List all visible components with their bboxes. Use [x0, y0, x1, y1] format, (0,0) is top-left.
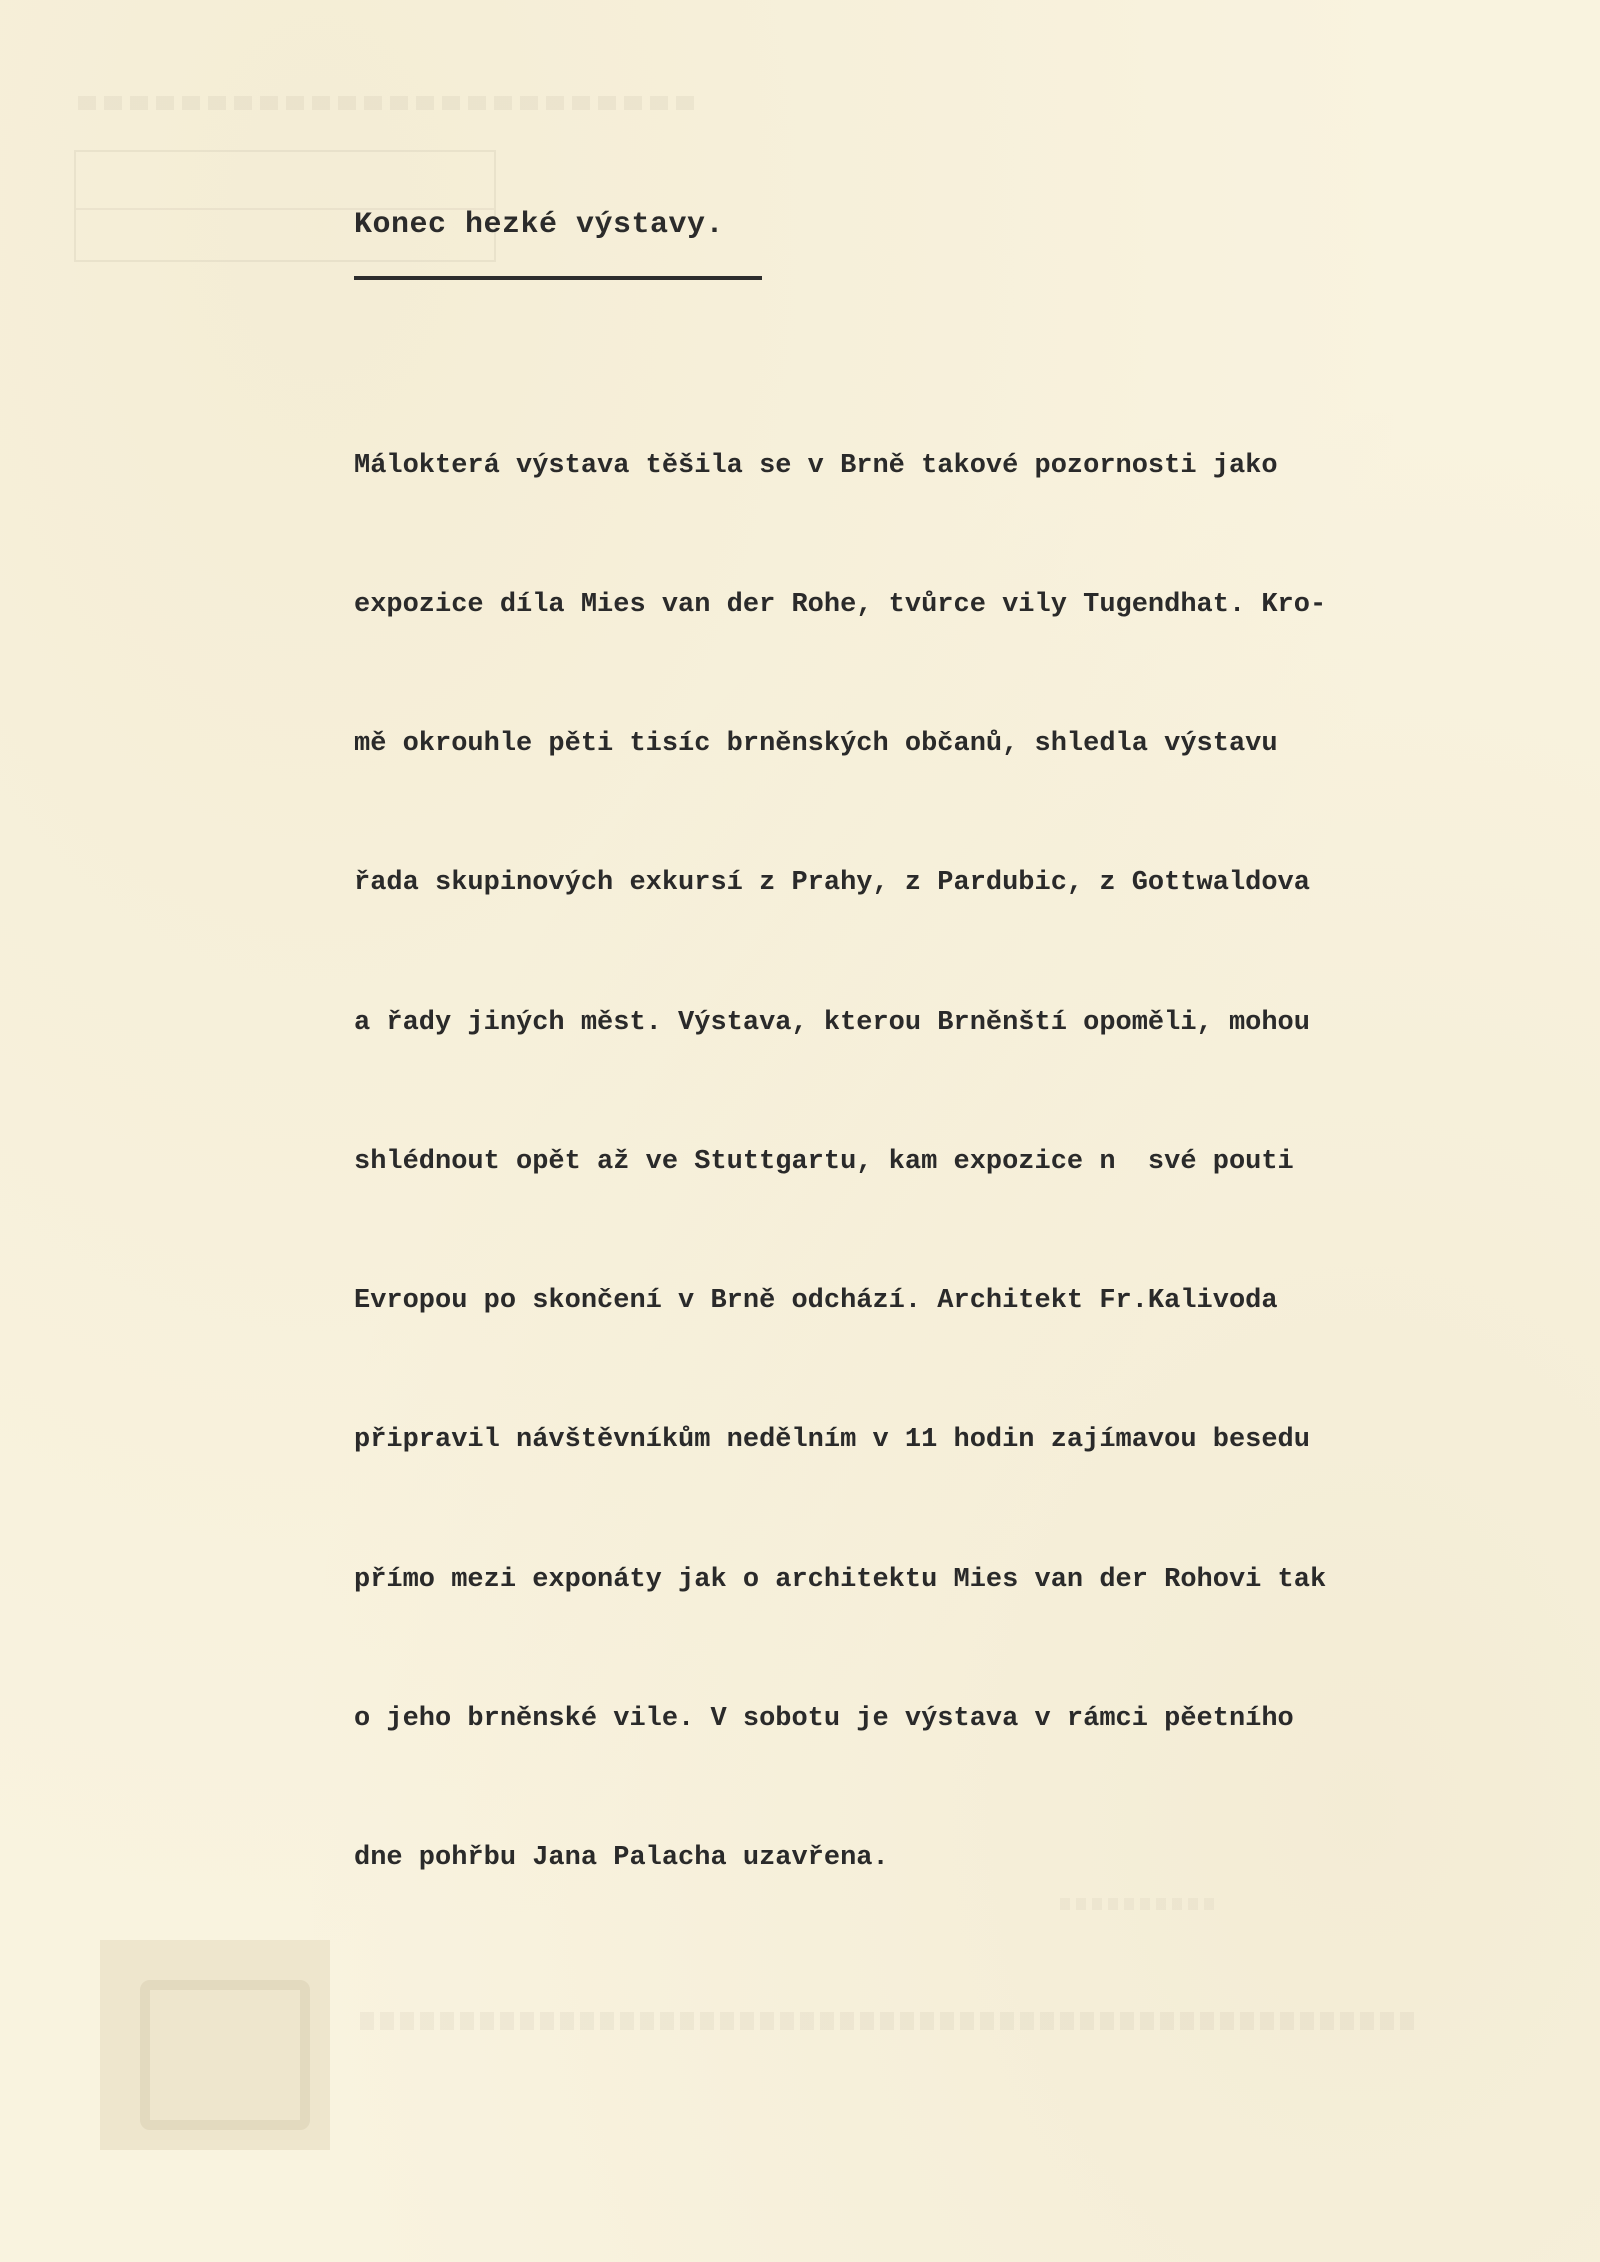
- body-line: mě okrouhle pěti tisíc brněnských občanů, shledla výstavu: [354, 729, 1278, 760]
- body-line: připravil návštěvníkům nedělním v 11 hodin zajímavou besedu: [354, 1425, 1310, 1456]
- body-line: řada skupinových exkursí z Prahy, z Pardubic, z Gottwaldova: [354, 868, 1310, 899]
- bleed-through-logo: [100, 1940, 330, 2150]
- title-underline: [354, 276, 762, 280]
- bleed-through-text: [78, 96, 698, 110]
- bleed-through-footer: [360, 2012, 1420, 2030]
- body-line: Málokterá výstava těšila se v Brně takové pozornosti jako: [354, 450, 1278, 481]
- body-line: shlédnout opět až ve Stuttgartu, kam expozice n své pouti: [354, 1146, 1294, 1177]
- document-title: Konec hezké výstavy.: [354, 208, 725, 242]
- body-line: přímo mezi exponáty jak o architektu Mies van der Rohovi tak: [354, 1564, 1327, 1595]
- body-line: a řady jiných měst. Výstava, kterou Brněnští opoměli, mohou: [354, 1007, 1310, 1038]
- body-line: expozice díla Mies van der Rohe, tvůrce vily Tugendhat. Kro-: [354, 590, 1327, 621]
- body-line: o jeho brněnské vile. V sobotu je výstava v rámci pěetního: [354, 1703, 1294, 1734]
- body-line: Evropou po skončení v Brně odchází. Architekt Fr.Kalivoda: [354, 1286, 1278, 1317]
- body-paragraph: [354, 350, 1326, 1974]
- body-line: dne pohřbu Jana Palacha uzavřena.: [354, 1843, 889, 1873]
